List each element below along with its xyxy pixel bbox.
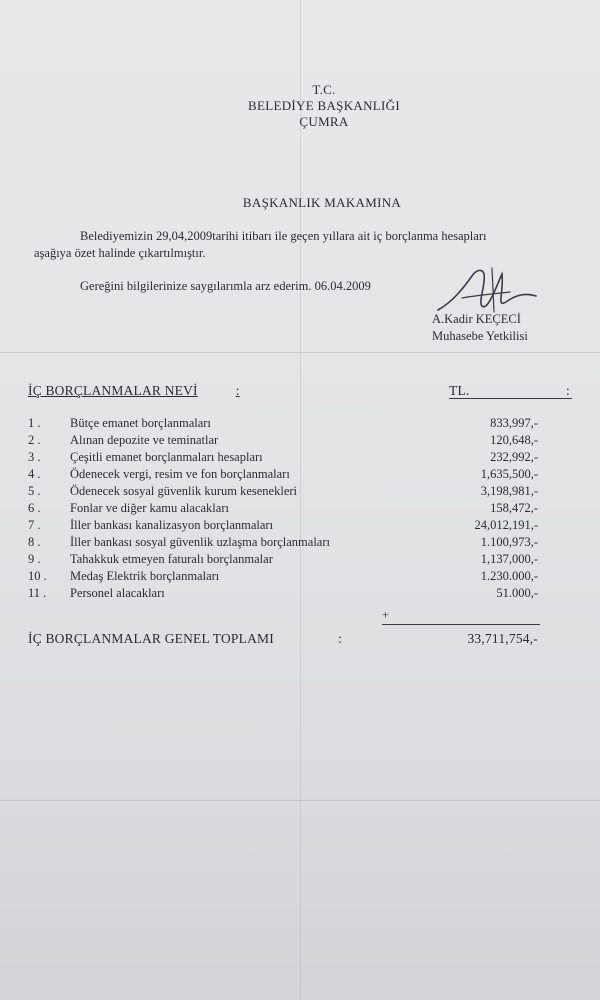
- table-row: [28, 484, 538, 502]
- row-label: Ödenecek vergi, resim ve fon borçlanmaları: [70, 467, 290, 481]
- row-number: 11 .: [28, 586, 47, 600]
- table-row: [28, 569, 538, 587]
- row-value: 120,648,-: [490, 433, 538, 447]
- row-label: Personel alacakları: [70, 586, 165, 600]
- total-value: 33,711,754,-: [467, 631, 538, 646]
- table-header-label: İÇ BORÇLANMALAR NEVİ :: [28, 383, 240, 398]
- row-value: 1,635,500,-: [480, 467, 538, 481]
- paragraph-line-2: aşağıya özet halinde çıkartılmıştır.: [34, 246, 206, 260]
- row-number: 10 .: [28, 569, 47, 583]
- row-number: 9 .: [28, 552, 41, 566]
- header-institution: BELEDİYE BAŞKANLIĞI: [248, 98, 400, 113]
- row-label: Tahakkuk etmeyen faturalı borçlanmalar: [70, 552, 273, 566]
- row-number: 3 .: [28, 450, 41, 464]
- row-label: İller bankası sosyal güvenlik uzlaşma borçlanmaları: [70, 535, 330, 549]
- row-number: 2 .: [28, 433, 41, 447]
- table-row: [28, 552, 538, 570]
- row-value: 232,992,-: [490, 450, 538, 464]
- table-row: [28, 433, 538, 451]
- table-row: [28, 450, 538, 468]
- row-label: Medaş Elektrik borçlanmaları: [70, 569, 220, 583]
- row-value: 158,472,-: [490, 501, 538, 515]
- row-number: 4 .: [28, 467, 41, 481]
- row-value: 1.100,973,-: [480, 535, 538, 549]
- row-label: Bütçe emanet borçlanmaları: [70, 416, 211, 430]
- row-number: 7 .: [28, 518, 41, 532]
- signatory-title: Muhasebe Yetkilisi: [432, 329, 528, 343]
- table-row: [28, 501, 538, 519]
- table-row: [28, 467, 538, 485]
- row-label: Çeşitli emanet borçlanmaları hesapları: [70, 450, 263, 464]
- row-value: 51.000,-: [496, 586, 538, 600]
- signatory-name: A.Kadir KEÇECİ: [432, 312, 521, 326]
- row-label: Alınan depozite ve teminatlar: [70, 433, 219, 447]
- total-label: İÇ BORÇLANMALAR GENEL TOPLAMI: [28, 631, 274, 646]
- table-row: [28, 518, 538, 536]
- addressee: BAŞKANLIK MAKAMINA: [242, 195, 402, 210]
- closing-line: Gereğini bilgilerinize saygılarımla arz ederim. 06.04.2009: [80, 279, 371, 293]
- row-value: 1,137,000,-: [480, 552, 538, 566]
- header-tc: T.C.: [312, 82, 336, 97]
- row-value: 833,997,-: [490, 416, 538, 430]
- table-row: [28, 586, 538, 604]
- row-number: 5 .: [28, 484, 41, 498]
- row-number: 6 .: [28, 501, 41, 515]
- header-city: ÇUMRA: [299, 114, 349, 129]
- sum-divider: [382, 624, 540, 625]
- row-number: 1 .: [28, 416, 41, 430]
- paragraph-line-1: Belediyemizin 29,04,2009tarihi itibarı ile geçen yıllara ait iç borçlanma hesapları: [80, 229, 487, 243]
- row-number: 8 .: [28, 535, 41, 549]
- row-value: 24,012,191,-: [474, 518, 538, 532]
- table-row: [28, 535, 538, 553]
- row-label: Ödenecek sosyal güvenlik kurum kesenekleri: [70, 484, 298, 498]
- row-label: Fonlar ve diğer kamu alacakları: [70, 501, 229, 515]
- plus-sign: +: [382, 608, 390, 622]
- total-colon: :: [338, 631, 342, 646]
- row-value: 1.230.000,-: [480, 569, 538, 583]
- row-label: İller bankası kanalizasyon borçlanmaları: [70, 518, 274, 532]
- currency-header: TL. :: [449, 383, 570, 398]
- table-row: [28, 416, 538, 434]
- row-value: 3,198,981,-: [480, 484, 538, 498]
